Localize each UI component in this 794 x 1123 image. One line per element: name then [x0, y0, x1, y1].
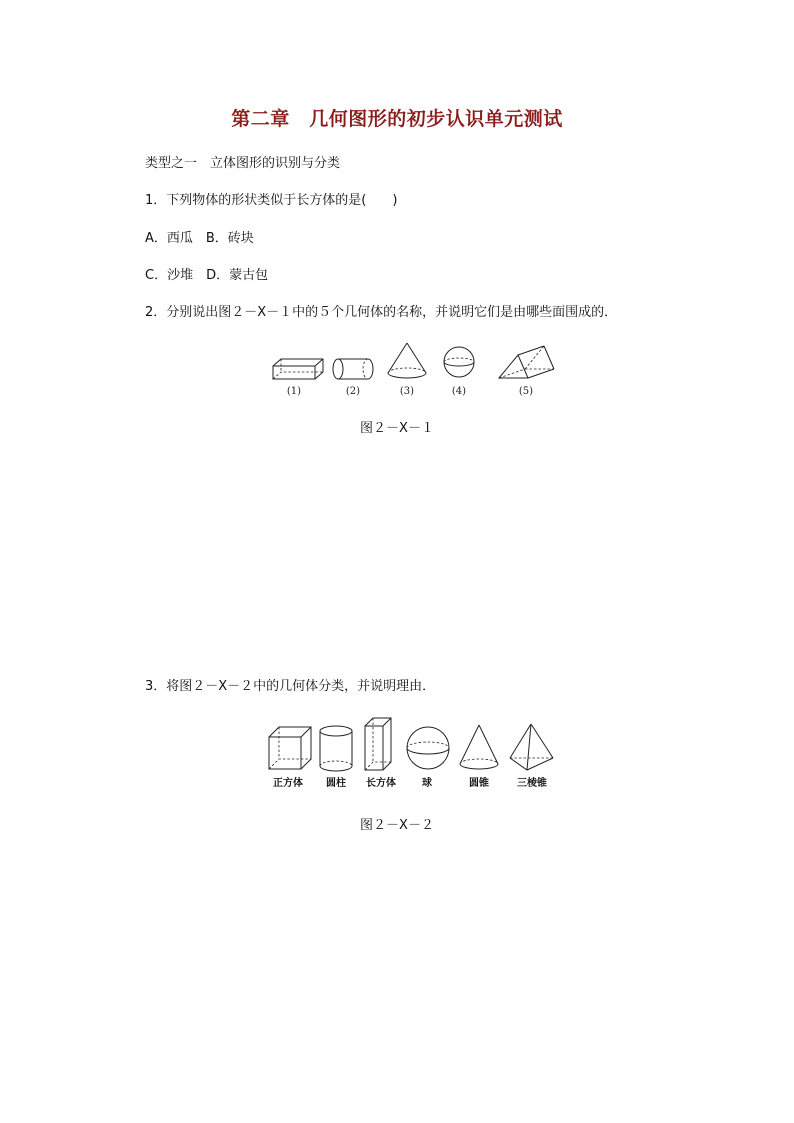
- figure-label-cuboid: 长方体: [366, 778, 396, 789]
- figure-label-sphere: 球: [422, 778, 432, 789]
- question-1-options-ab: A．西瓜 B．砖块: [145, 231, 254, 246]
- question-1-stem: 1．下列物体的形状类似于长方体的是( ): [145, 193, 398, 208]
- figure-label-2: (2): [345, 386, 361, 397]
- triangular-pyramid-shape: [510, 724, 553, 770]
- question-1-options-cd: C．沙堆 D．蒙古包: [145, 268, 269, 283]
- upright-cone-shape: [460, 725, 498, 769]
- triangular-prism-shape: [499, 346, 554, 378]
- figure-label-4: (4): [451, 386, 467, 397]
- cuboid-shape: [273, 359, 323, 379]
- figure-2-x-1-caption: 图２－X－１: [360, 421, 434, 436]
- question-2-stem: 2．分别说出图２－X－１中的５个几何体的名称，并说明它们是由哪些面围成的．: [145, 305, 618, 320]
- upright-cylinder-shape: [320, 726, 352, 771]
- question-3-stem: 3．将图２－X－２中的几何体分类，并说明理由．: [145, 679, 436, 694]
- figure-label-5: (5): [518, 386, 534, 397]
- figure-label-pyramid: 三棱锥: [517, 778, 547, 789]
- section-heading: 类型之一 立体图形的识别与分类: [145, 156, 341, 171]
- sphere-shape: [444, 347, 474, 377]
- figure-2-x-2: [264, 714, 562, 792]
- cone-shape: [388, 343, 426, 378]
- tall-cuboid-shape: [365, 718, 391, 770]
- cylinder-shape: [333, 359, 373, 379]
- figure-label-1: (1): [286, 386, 302, 397]
- figure-2-x-1: [266, 340, 558, 402]
- document-title: 第二章 几何图形的初步认识单元测试: [231, 108, 563, 130]
- figure-2-x-2-caption: 图２－X－２: [360, 818, 434, 833]
- figure-2-x-1-drawing: [266, 340, 558, 402]
- figure-label-cylinder: 圆柱: [326, 778, 346, 789]
- cube-shape: [269, 727, 311, 769]
- figure-label-cube: 正方体: [273, 778, 303, 789]
- figure-label-cone: 圆锥: [469, 778, 489, 789]
- figure-2-x-2-drawing: [264, 714, 562, 792]
- ball-shape: [407, 727, 449, 769]
- figure-label-3: (3): [399, 386, 415, 397]
